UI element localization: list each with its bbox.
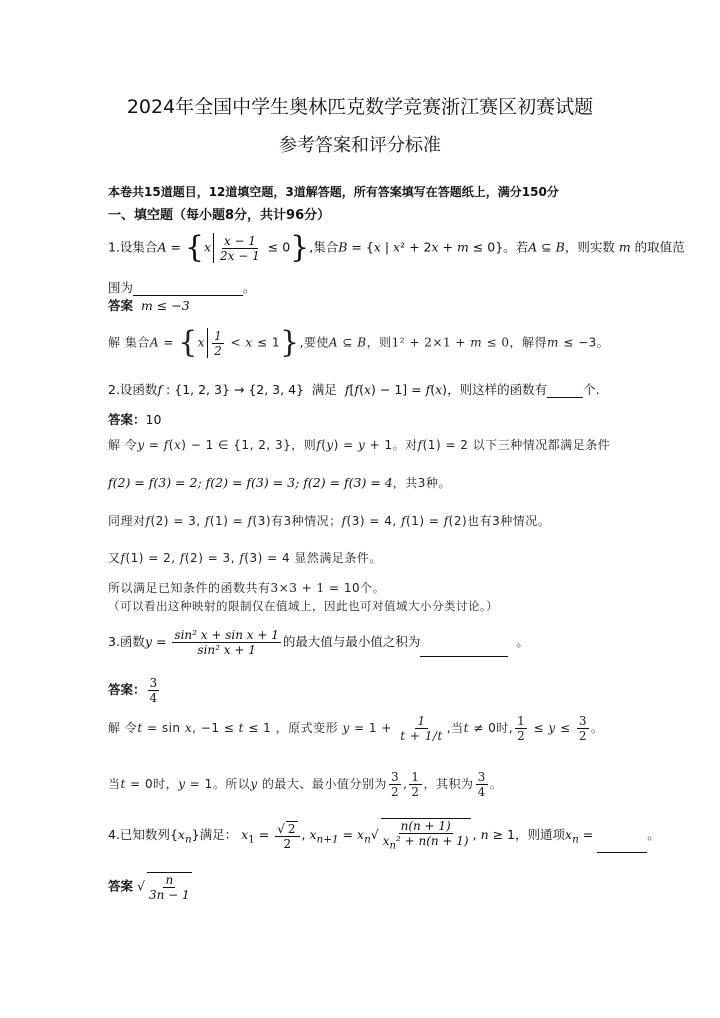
exam-intro: 本卷共15道题目，12道填空题，3道解答题，所有答案填写在答题纸上，满分150分 [108,185,559,199]
q2-answer: 答案：10 [108,412,162,427]
q4-answer: 答案 √ $\frac{n}{3n - 1}$ [108,873,190,902]
document-title: 2024年全国中学生奥林匹克数学竞赛浙江赛区初赛试题 [126,96,594,118]
q3-answer: 答案： $\frac{3}{4}$ [108,676,158,705]
q2-solution-2: f(2) = f(3) = 2; f(2) = f(3) = 3; f(2) = f(3) = 4，共3种。 [108,475,451,490]
q3-solution-2: 当t = 0时，y = 1。所以y 的最大、最小值分别为 $\frac{3}{2}$ , $\frac{1}{2}$ ，其积为 $\frac{3}{4}$ 。 [108,770,503,799]
q2-solution-3: 同理对f(2) = 3, f(1) = f(3)有3种情况；f(3) = 4, f(1) = f(2)也有3种情况。 [108,514,551,528]
q2-solution-4: 又f(1) = 2, f(2) = 3, f(3) = 4 显然满足条件。 [108,551,382,565]
q2-stem: 2.设函数f : {1, 2, 3} → {2, 3, 4} 满足 f[f(x) − 1] = f(x)，则这样的函数有 个. [108,382,600,397]
q2-solution-1: 解 令y = f(x) − 1 ∈ {1, 2, 3}，则f(y) = y + 1。对f(1) = 2 以下三种情况都满足条件 [108,438,611,452]
q3-solution-1: 解 令t = sin x, −1 ≤ t ≤ 1 ，原式变形 y = 1 + $\frac{1}{t + 1/t}$ ,当t ≠ 0时, $\frac{1}{2}$ ≤ y ≤ $\frac{3}{2}$ 。 [108,714,604,743]
q2-solution-note: （可以看出这种映射的限制仅在值域上，因此也可对值域大小分类讨论。） [108,599,499,613]
document-subtitle: 参考答案和评分标准 [279,135,441,156]
q1-stem-cont: 围为 。 [108,280,256,295]
q1-answer: 答案 m ≤ −3 [108,298,190,313]
section-heading: 一、填空题（每小题8分，共计96分） [108,208,331,223]
q4-stem: 4.已知数列$\{x_n\}$满足： $x_1$ = $\frac{√ 2}{2}$ , $x_{n+1} = x_n√$ $\frac{n(n + 1)}{x_n^2 + n(n + 1)}$ , n ≥ 1，则通项$x_n$ = 。 [108,819,660,852]
q1-stem: 1.设集合A = {x $\frac{x - 1}{2x - 1}$ ≤ 0},集合B = {x | x² + 2x + m ≤ 0}。若A ⊆ B，则实数 m 的取值范 [108,230,685,265]
q2-solution-5: 所以满足已知条件的函数共有3×3 + 1 = 10个。 [108,581,386,595]
q3-stem: 3.函数y = $\frac{\text{sin² x + sin x + 1}}{\text{sin² x + 1}}$ 的最大值与最小值之积为 。 [108,628,529,657]
q1-solution: 解 集合A = {x $\frac{1}{2}$ < x ≤ 1},要使A ⊆ B，则1² + 2×1 + m ≤ 0，解得m ≤ −3。 [108,325,610,360]
